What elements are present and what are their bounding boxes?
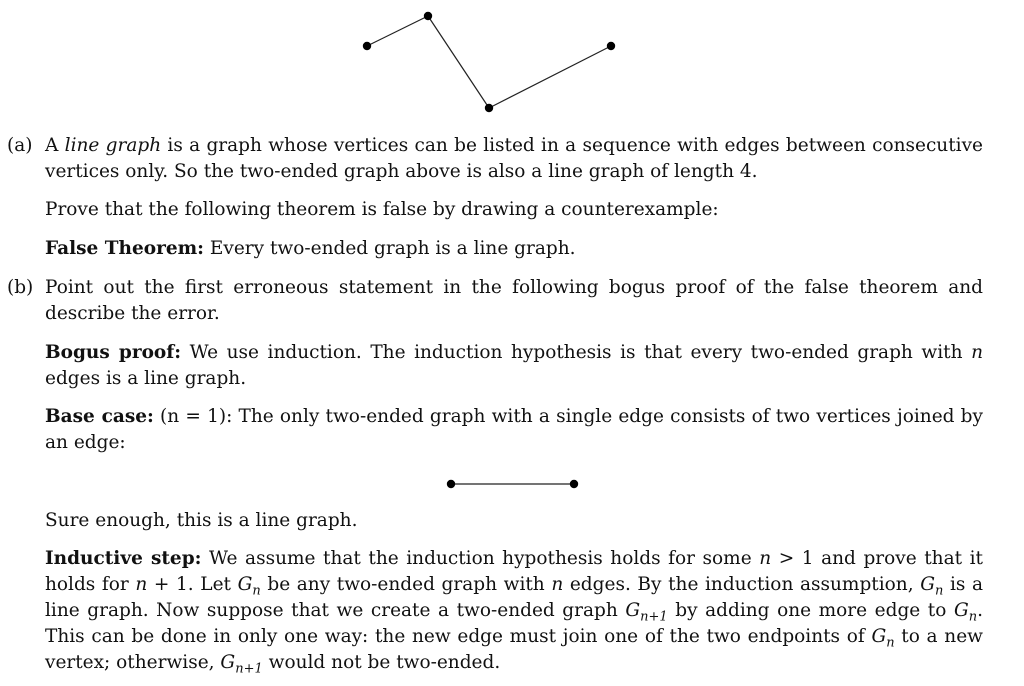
inductive-text: is a line graph. Now suppose that we create a two-ended graph xyxy=(45,574,984,621)
math-g: G xyxy=(953,600,969,621)
math-subscript: n+1 xyxy=(235,661,263,677)
edge-1 xyxy=(367,16,428,46)
inductive-step-label: Inductive step: xyxy=(45,548,202,569)
vertex-1 xyxy=(363,42,371,50)
inductive-text: > 1 and prove that it holds for xyxy=(45,548,983,595)
math-subscript: n xyxy=(252,583,261,599)
inductive-text: . This can be done in only one way: the new edge must join one of the two endpoints of xyxy=(45,600,983,647)
sure-enough-text: Sure enough, this is a line graph. xyxy=(45,510,358,531)
part-a-intro-pre: A xyxy=(45,135,65,156)
inductive-text: by adding one more edge to xyxy=(667,600,954,621)
math-g-n xyxy=(871,626,895,651)
inductive-text: edges. By the induction assumption, xyxy=(563,574,921,595)
math-g-n xyxy=(953,600,978,625)
math-g-n xyxy=(920,574,944,599)
part-b-intro: Point out the first erroneous statement in the following bogus proof of the false theorem and describe the error. xyxy=(45,277,983,324)
inductive-text: to a new vertex; otherwise, xyxy=(45,626,983,673)
math-subscript: n xyxy=(934,583,944,599)
part-a-prove-text: Prove that the following theorem is false by drawing a counterexample: xyxy=(45,199,719,220)
base-case xyxy=(45,404,983,456)
inductive-text: + 1. Let xyxy=(147,574,238,595)
math-subscript: n xyxy=(968,609,978,625)
math-g-n-plus-1 xyxy=(625,600,668,625)
bogus-proof-text-2: edges is a line graph. xyxy=(45,368,247,389)
math-subscript: n+1 xyxy=(640,609,668,625)
math-subscript: n xyxy=(886,635,895,651)
math-g: G xyxy=(920,574,935,595)
line-graph-figure xyxy=(0,0,1024,120)
math-n: n xyxy=(551,574,564,595)
math-n: n xyxy=(971,342,983,363)
vertex-3 xyxy=(485,104,493,112)
math-g-n xyxy=(237,574,261,599)
math-n: n xyxy=(759,548,772,569)
vertex-2 xyxy=(424,12,432,20)
base-case-text: (n = 1): The only two-ended graph with a single edge consists of two vertices joined by an edge: xyxy=(45,406,983,453)
inductive-text: would not be two-ended. xyxy=(262,652,501,673)
inductive-text: be any two-ended graph with xyxy=(260,574,552,595)
edge-3 xyxy=(489,46,611,108)
single-edge-vertex-2 xyxy=(570,480,578,488)
false-theorem xyxy=(45,236,983,262)
single-edge-vertex-1 xyxy=(447,480,455,488)
bogus-proof-label: Bogus proof: xyxy=(45,342,182,363)
single-edge-figure xyxy=(0,470,1024,500)
math-n: n xyxy=(135,574,148,595)
part-a-intro-post: is a graph whose vertices can be listed in a sequence with edges between consecutive vertices only. So the two-ended graph above is also a line graph of length 4. xyxy=(45,135,983,182)
math-g-n-plus-1 xyxy=(220,652,263,677)
bogus-proof-text: We use induction. The induction hypothesis is that every two-ended graph with xyxy=(181,342,972,363)
inductive-step xyxy=(45,546,983,676)
part-a-definition xyxy=(45,133,983,185)
bogus-proof xyxy=(45,340,983,392)
false-theorem-label: False Theorem: xyxy=(45,238,205,259)
base-case-label: Base case: xyxy=(45,406,154,427)
edge-2 xyxy=(428,16,489,108)
inductive-text: We assume that the induction hypothesis holds for some xyxy=(201,548,760,569)
false-theorem-text: Every two-ended graph is a line graph. xyxy=(204,238,576,259)
math-g: G xyxy=(871,626,887,647)
part-b-label: (b) xyxy=(7,277,34,298)
vertex-4 xyxy=(607,42,615,50)
part-a-label: (a) xyxy=(7,135,33,156)
math-g: G xyxy=(625,600,641,621)
math-g: G xyxy=(220,652,236,673)
math-g: G xyxy=(237,574,253,595)
line-graph-term: line graph xyxy=(64,135,162,156)
